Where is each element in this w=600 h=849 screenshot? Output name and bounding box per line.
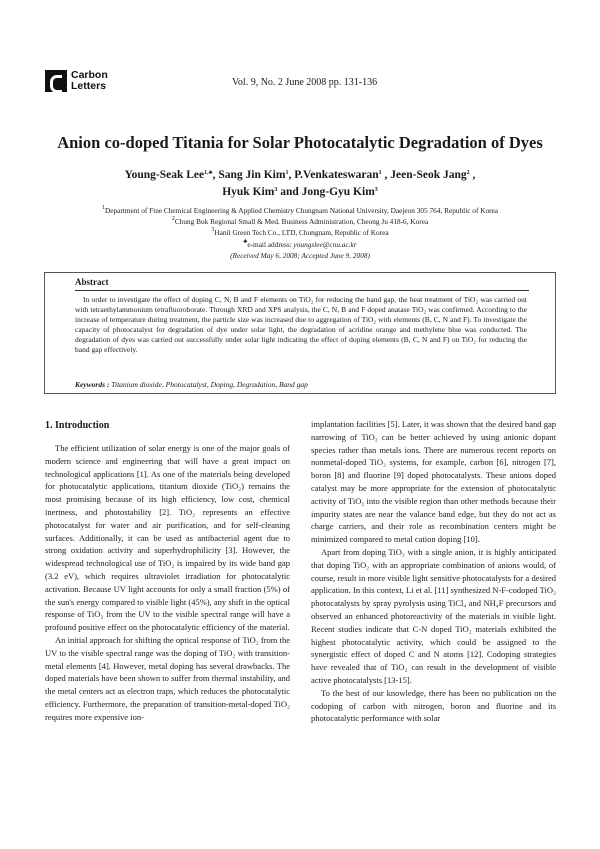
- author-sup: 2: [466, 170, 470, 176]
- affiliation-text: Hanil Green Tech Co., LTD, Chungnam, Republic of Korea: [214, 228, 389, 238]
- logo-line-2: Letters: [71, 80, 107, 92]
- journal-logo: [45, 70, 108, 92]
- affiliation-sup: 2: [171, 216, 175, 223]
- keywords-text: Titanium dioxide, Photocatalyst, Doping, Degradation, Band gap: [111, 380, 308, 389]
- email-line: ♣e-mail address: youngslee@cnu.ac.kr: [243, 238, 357, 249]
- email-label: e-mail address:: [247, 239, 294, 249]
- abstract-text: In order to investigate the effect of doping C, N, B and F elements on TiO₂ for reducing the band gap, the heat treatment of TiO₂ was carried out with tetraethylammonium tetrafluoroborate. Through XRD and XPS analysis, the C, N, B and F doped anatase TiO₂ was confirmed. According to the increase of temperature during treatment, the particle size was increased due to aggregation of TiO₂ with elements (B, C, N and F). To investigate the capacity of photocatalyst for degradation of dye under solar light, the degradation of acridine orange and methylene blue was conducted. The degradation of dyes was carried out successfully under solar light indicating the effect of doping elements (B, C, N and F) on TiO₂ for reducing the band gap effectively.: [75, 295, 527, 354]
- affiliations: [0, 205, 600, 261]
- logo-line-1: Carbon: [71, 69, 108, 81]
- carbon-logo-icon: [45, 70, 67, 92]
- affiliation-text: Department of Fine Chemical Engineering & Applied Chemistry Chungnam National University, Daejeon 305 764, Republic of Korea: [104, 206, 499, 215]
- author-name: Hyuk Kim: [222, 186, 275, 198]
- paragraph: An initial approach for shifting the optical response of TiO₂ from the UV to the visible spectral range was the doping of TiO₂ with transition-metal elements [4]. However, metal doping has several drawbacks. The doped materials have been shown to suffer from thermal instability, and the metal centers act as electron traps, which reduces the photocatalytic efficiency. Furthermore, the preparation of transition-metal-doped TiO₂ requires more expensive ion-: [45, 634, 290, 722]
- affiliation: [0, 205, 600, 216]
- affiliation: [0, 216, 600, 227]
- author-sup: 1,♣: [204, 170, 213, 176]
- author-name: P.Venkateswaran: [294, 169, 379, 181]
- author-sup: 1: [285, 170, 289, 176]
- paper-title: Anion co-doped Titania for Solar Photocatalytic Degradation of Dyes: [57, 133, 543, 152]
- section-title: 1. Introduction: [45, 420, 110, 431]
- keywords: [75, 380, 527, 389]
- paragraph: The efficient utilization of solar energy is one of the major goals of modern science and engineering that will have a great impact on technological applications [1]. As one of the materials being developed for photocatalytic applications, titanium dioxide (TiO₂) remains the most promising because of its high efficiency, low cost, chemical inertness, and photostability [2]. TiO₂ represents an effective photocatalyst for water and air purification, and for self-cleaning surfaces. Additionally, it can be used as antibacterial agent due to strong oxidation activity and superhydrophilicity [3]. However, the widespread technological use of TiO₂ is impaired by its wide band gap (3.2 eV), which requires ultraviolet irradiation for photocatalytic activation. Because UV light accounts for only a small fraction (5%) of the sun's energy compared to visible light (45%), any shift in the optical response of TiO₂ from the UV to the visible spectral range will have a profound positive effect on the photocatalytic efficiency of the material.: [45, 443, 290, 633]
- author-sup: 3: [374, 187, 378, 193]
- keywords-label: Keywords :: [75, 380, 112, 389]
- email-address: youngslee@cnu.ac.kr: [293, 239, 357, 249]
- author-name: Young-Seak Lee: [124, 169, 205, 181]
- paragraph: To the best of our knowledge, there has been no publication on the codoping of carbon with nitrogen, boron and fluorine and its photocatalytic performance with solar: [311, 687, 556, 724]
- affiliation-sup: 1: [101, 205, 105, 211]
- author-sup: 3: [274, 187, 278, 193]
- abstract-divider: [75, 290, 529, 291]
- affiliation: [0, 227, 600, 238]
- abstract-box: [44, 272, 556, 394]
- column-left: [45, 442, 290, 724]
- column-right: [311, 418, 556, 725]
- paragraph: Apart from doping TiO₂ with a single anion, it is highly anticipated that doping TiO₂ with an appropriate combination of anions would, of course, result in more visible light sensitive photocatalysts for a desired application. In this context, Li et al. [11] synthesized N-F-codoped TiO₂ photocatalysts by spray pyrolysis using TiCl₄ and NH₄F precursors and observed an enhanced photoreactivity of the materials in visible light. Recent studies indicate that C-N doped TiO₂ materials exhibited the highest photocatalytic activity, which could be assigned to the synergistic effect of doped C and N atoms [12]. Codoping strategies have revealed that of TiO₂ can result in the development of visible active photocatalysts [13-15].: [311, 546, 556, 685]
- author-name: Jeen-Seok Jang: [390, 169, 467, 181]
- author-name: Sang Jin Kim: [218, 169, 286, 181]
- affiliation-text: Chung Buk Regional Small & Med. Business Administration, Cheong Ju 418-6, Korea: [174, 217, 429, 227]
- author-list: Young-Seak Lee$^{1,♣}$, Sang Jin Kim$^1$, P.Venkateswaran$^1$ , Jeen-Seok Jang$^2$ , Hyuk Kim$^3$ and Jong-Gyu Kim$^3$: [124, 169, 476, 198]
- logo-text: [71, 70, 108, 92]
- author-name: Jong-Gyu Kim: [301, 186, 375, 198]
- journal-reference: Vol. 9, No. 2 June 2008 pp. 131-136: [232, 77, 378, 88]
- affiliation-sup: 3: [211, 227, 215, 234]
- paragraph: implantation facilities [5]. Later, it was shown that the desired band gap narrowing of TiO₂ can be better achieved by using anionic dopant species rather than metals ions. There are numerous recent reports on nonmetal-doped TiO₂ systems, for example, carbon [6], nitrogen [7], boron [8] and fluorine [9] doped photocatalysts. These anions doped catalyst may be more appropriate for the extension of photocatalytic activity of TiO₂ into the visible region than other methods because their impurity states are near the valance band edge, but they do not act as charge carriers, and their role as recombination centers might be minimized compared to metal cation doping [10].: [311, 419, 556, 545]
- abstract-heading: Abstract: [75, 277, 109, 287]
- author-sup: 1: [378, 170, 382, 176]
- received-dates: (Received May 6, 2008; Accepted June 9, 2008): [230, 250, 370, 260]
